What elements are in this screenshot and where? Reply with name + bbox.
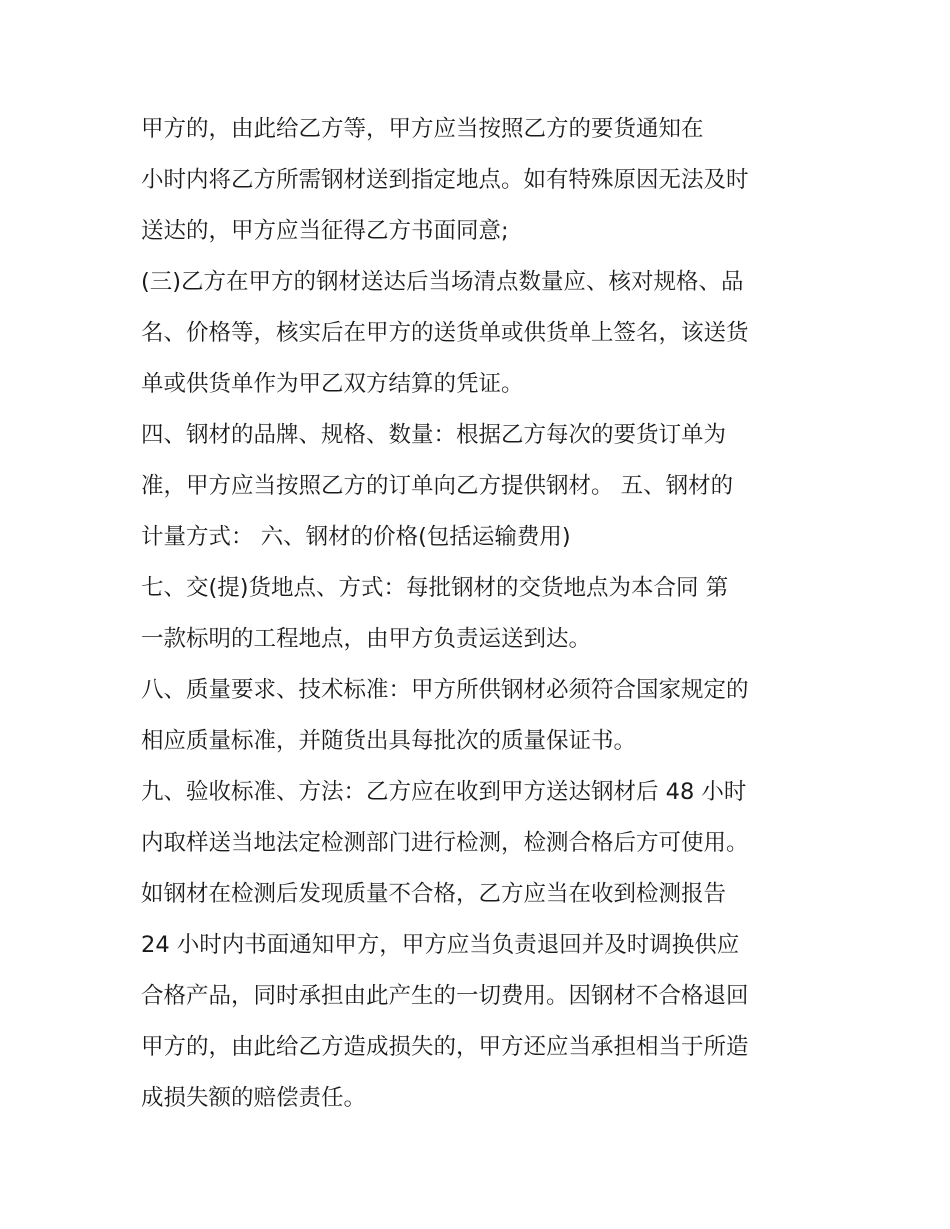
text-line: 送达的，甲方应当征得乙方书面同意; [141, 218, 509, 244]
text-line: 单或供货单作为甲乙双方结算的凭证。 [141, 371, 524, 397]
text-line: (三)乙方在甲方的钢材送达后当场清点数量应、核对规格、品 [141, 269, 744, 295]
text-line: 九、验收标准、方法：乙方应在收到甲方送达钢材后 48 小时 [141, 779, 747, 805]
text-line: 八、质量要求、技术标准：甲方所供钢材必须符合国家规定的 [141, 677, 749, 703]
text-line: 准，甲方应当按照乙方的订单向乙方提供钢材。 五、钢材的 [141, 473, 734, 499]
text-line: 相应质量标准，并随货出具每批次的质量保证书。 [141, 728, 637, 754]
text-line: 一款标明的工程地点，由甲方负责运送到达。 [141, 626, 592, 652]
text-line: 甲方的，由此给乙方等，甲方应当按照乙方的要货通知在 [141, 116, 704, 142]
text-line: 四、钢材的品牌、规格、数量：根据乙方每次的要货订单为 [141, 422, 727, 448]
text-line: 成损失额的赔偿责任。 [141, 1085, 367, 1111]
text-line: 内取样送当地法定检测部门进行检测，检测合格后方可使用。 [141, 830, 749, 856]
text-line: 如钢材在检测后发现质量不合格，乙方应当在收到检测报告 [141, 881, 727, 907]
text-line: 计量方式： 六、钢材的价格(包括运输费用) [141, 524, 571, 550]
text-line: 甲方的，由此给乙方造成损失的，甲方还应当承担相当于所造 [141, 1034, 749, 1060]
contract-text [141, 108, 831, 1128]
text-line: 小时内将乙方所需钢材送到指定地点。如有特殊原因无法及时 [141, 167, 749, 193]
text-line: 合格产品，同时承担由此产生的一切费用。因钢材不合格退回 [141, 983, 749, 1009]
text-line: 七、交(提)货地点、方式：每批钢材的交货地点为本合同 第 [141, 575, 729, 601]
text-line: 24 小时内书面通知甲方，甲方应当负责退回并及时调换供应 [141, 932, 740, 958]
text-line: 名、价格等，核实后在甲方的送货单或供货单上签名，该送货 [141, 320, 749, 346]
